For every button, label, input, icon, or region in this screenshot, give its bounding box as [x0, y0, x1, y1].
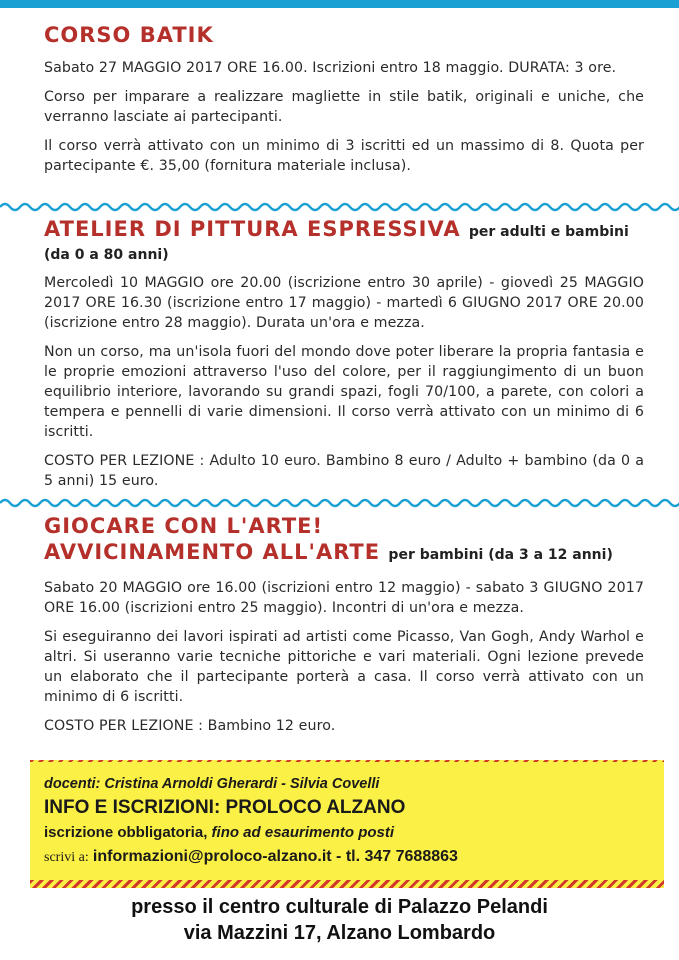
atelier-schedule: Mercoledì 10 MAGGIO ore 20.00 (iscrizione entro 30 aprile) - giovedì 25 MAGGIO 2017 ORE 16.30 (iscrizione entro 17 maggio) - martedì 6 GIUGNO 2017 ORE 20.00 (iscrizione entro 28 maggio). Durata un'ora e mezza. — [44, 275, 644, 331]
section-giocare-arte — [44, 513, 644, 745]
section-corso-batik — [44, 22, 644, 185]
iscrizione-line — [44, 824, 394, 841]
giocare-schedule: Sabato 20 MAGGIO ore 16.00 (iscrizioni entro 12 maggio) - sabato 3 GIUGNO 2017 ORE 16.00 (iscrizioni entro 25 maggio). Incontri di un'ora e mezza. — [44, 580, 644, 616]
footer-address: via Mazzini 17, Alzano Lombardo — [183, 922, 496, 944]
contact-line — [44, 848, 458, 866]
section-atelier-pittura — [44, 216, 644, 500]
info-heading: INFO E ISCRIZIONI: PROLOCO ALZANO — [44, 797, 406, 818]
box-border-bottom — [30, 880, 664, 888]
giocare-description: Si eseguiranno dei lavori ispirati ad artisti come Picasso, Van Gogh, Andy Warhol e altri. Si useranno varie tecniche pittoriche e vari materiali. Ogni lezione prevede un elaborato che il partecipante porterà a casa. Il corso verrà attivato con un minimo di 6 iscritti. — [44, 629, 644, 705]
iscrizione-obbligatoria: iscrizione obbligatoria, — [44, 824, 208, 841]
section-title — [44, 216, 644, 245]
atelier-cost: COSTO PER LEZIONE : Adulto 10 euro. Bambino 8 euro / Adulto + bambino (da 0 a 5 anni) 15 euro. — [44, 453, 644, 489]
giocare-cost: COSTO PER LEZIONE : Bambino 12 euro. — [44, 718, 336, 734]
scrivi-label: scrivi a: — [44, 850, 89, 865]
giocare-title-line2: AVVICINAMENTO ALL'ARTE — [44, 540, 381, 564]
section-title: CORSO BATIK — [44, 23, 214, 47]
wave-divider — [0, 201, 679, 213]
batik-conditions: Il corso verrà attivato con un minimo di 3 iscritti ed un massimo di 8. Quota per partecipante €. 35,00 (fornitura materiale inclusa). — [44, 138, 644, 174]
giocare-audience: per bambini (da 3 a 12 anni) — [388, 547, 613, 563]
contact-email-phone[interactable]: informazioni@proloco-alzano.it - tl. 347 7688863 — [92, 848, 458, 865]
esaurimento-posti: fino ad esaurimento posti — [211, 824, 395, 841]
section-title — [44, 539, 644, 568]
atelier-title-text: ATELIER DI PITTURA ESPRESSIVA — [44, 217, 461, 241]
atelier-description: Non un corso, ma un'isola fuori del mondo dove poter liberare la propria fantasia e le proprie emozioni attraverso l'uso del colore, per il raggiungimento di un buon equilibrio interiore, lavorando su grandi spazi, fogli 70/100, a parete, con colori a tempera e pennelli di varie dimensioni. Il corso verrà attivato con un minimo di 6 iscritti. — [44, 344, 644, 440]
docenti-line: docenti: Cristina Arnoldi Gherardi - Silvia Covelli — [44, 776, 380, 792]
top-color-bar — [0, 0, 679, 8]
wave-divider — [0, 497, 679, 509]
atelier-audience: per adulti e bambini — [468, 224, 629, 240]
footer-location: presso il centro culturale di Palazzo Pelandi — [131, 896, 548, 918]
atelier-age-range: (da 0 a 80 anni) — [44, 247, 169, 263]
giocare-title-line1: GIOCARE CON L'ARTE! — [44, 514, 324, 538]
batik-schedule: Sabato 27 MAGGIO 2017 ORE 16.00. Iscrizioni entro 18 maggio. DURATA: 3 ore. — [44, 60, 617, 76]
batik-description: Corso per imparare a realizzare magliette in stile batik, originali e uniche, che verranno lasciate ai partecipanti. — [44, 89, 644, 125]
